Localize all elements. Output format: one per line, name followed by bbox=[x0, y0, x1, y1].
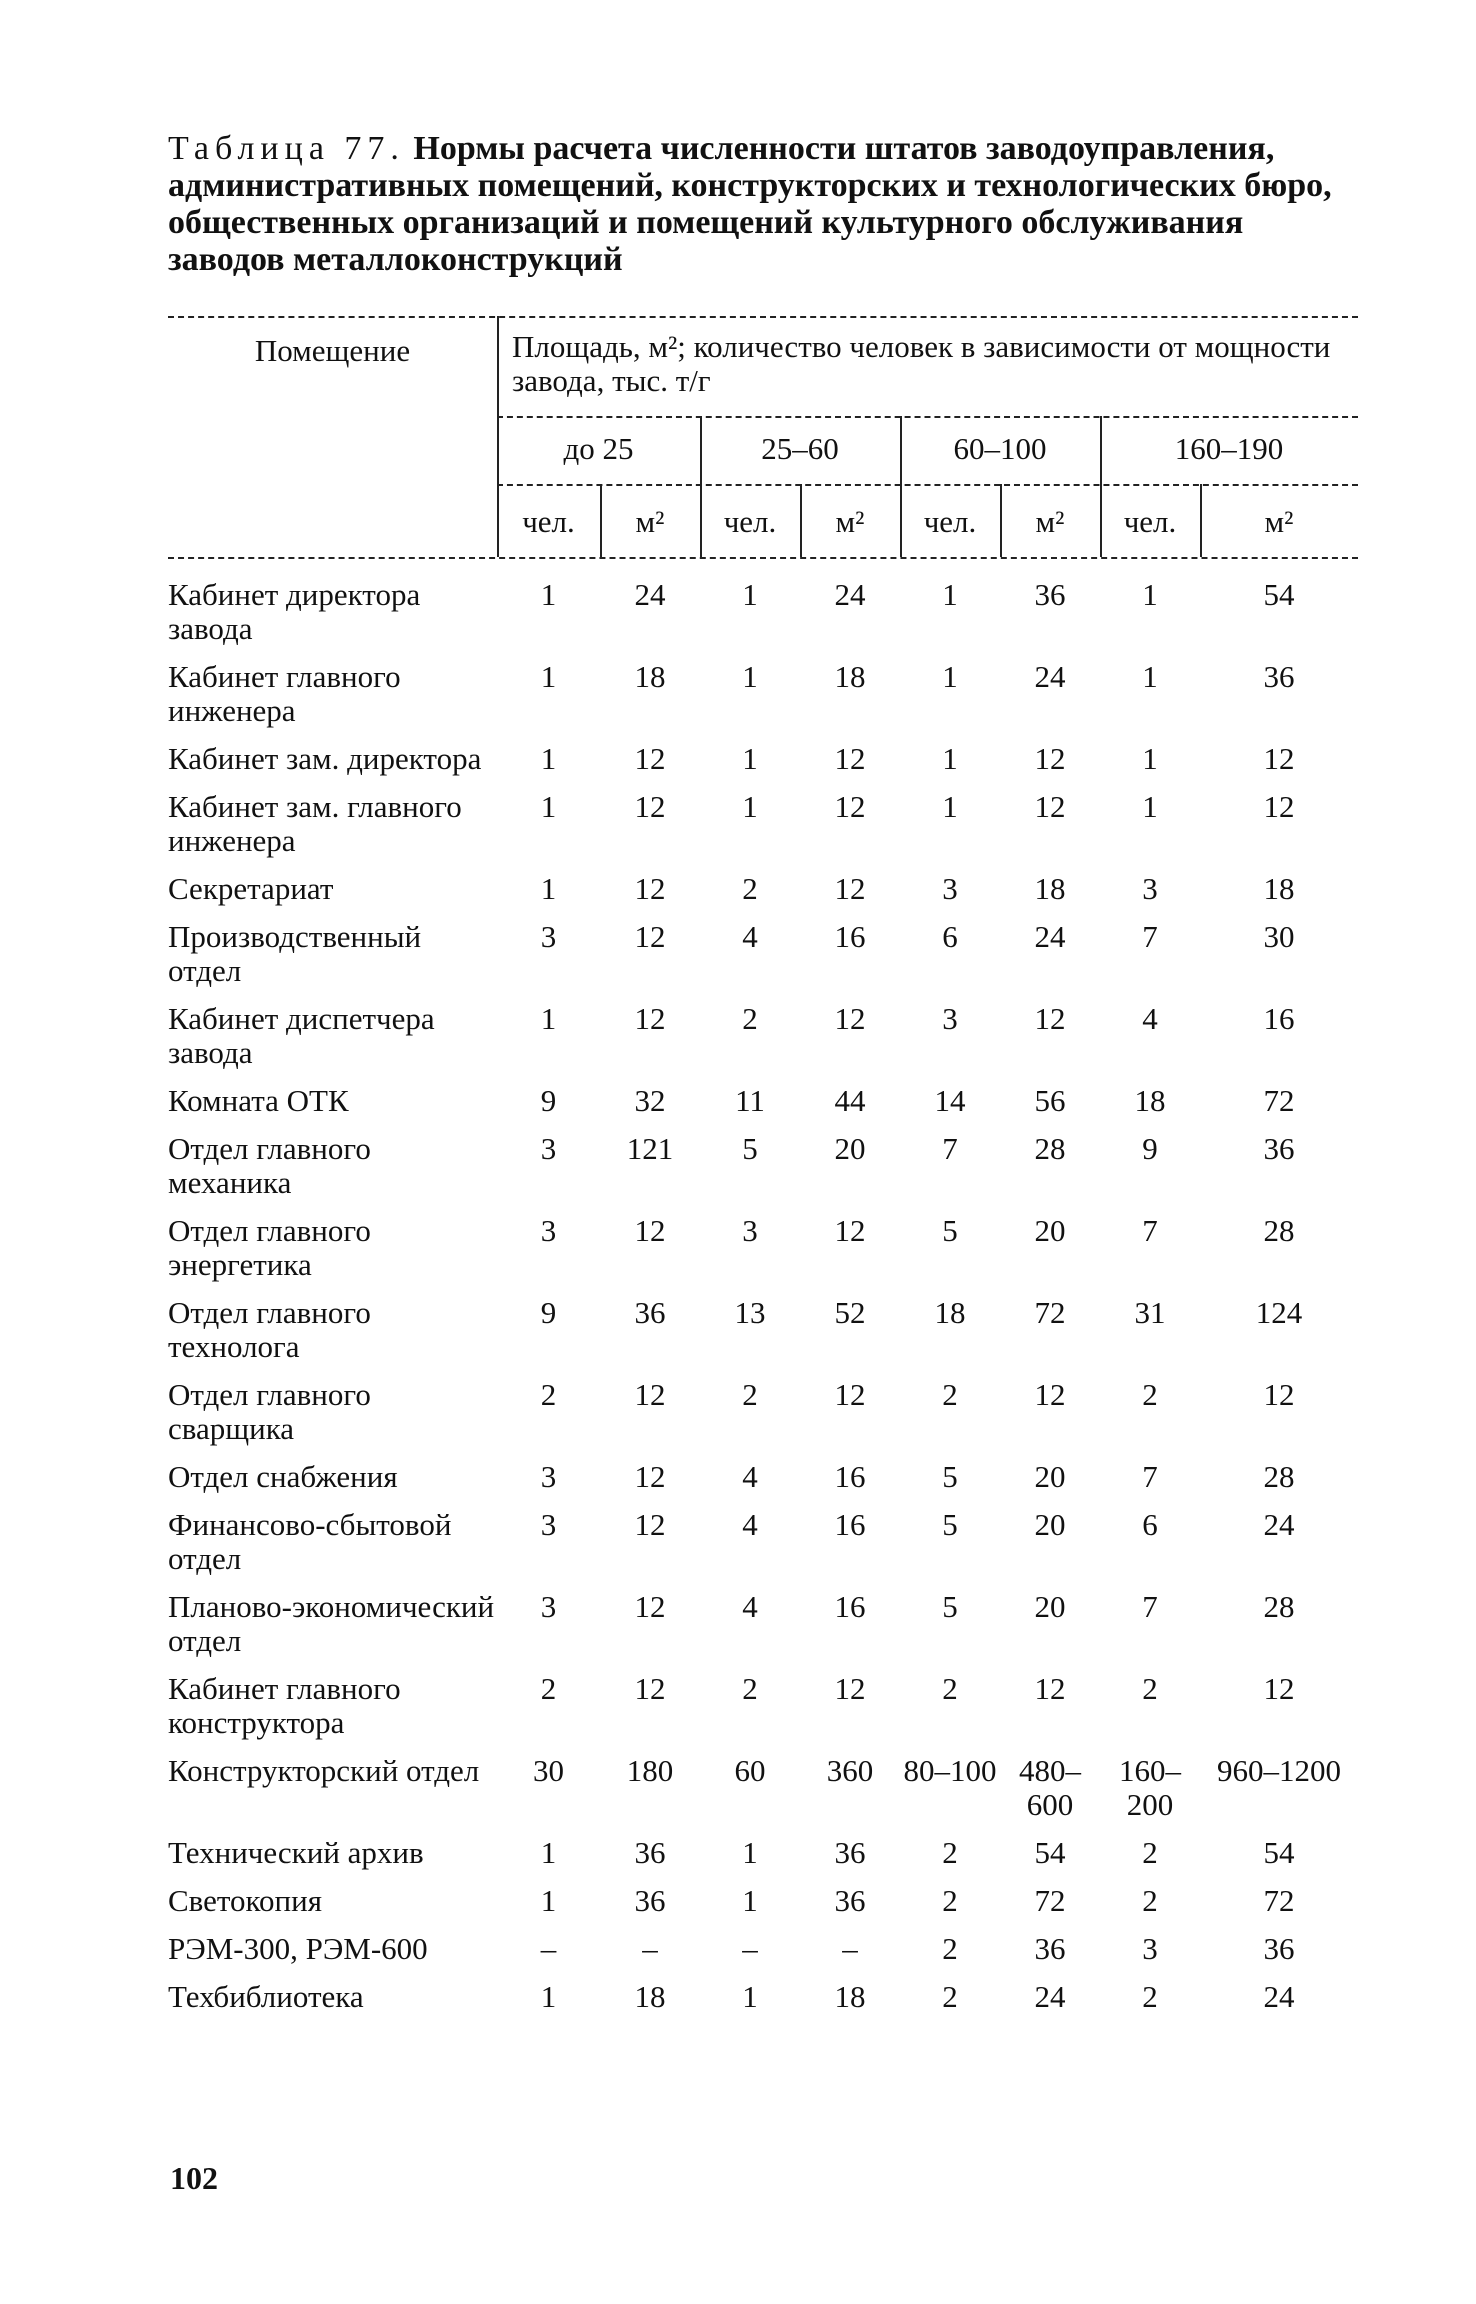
room-name: РЭМ-300, РЭМ-600 bbox=[168, 1931, 428, 1966]
area-cell: 12 bbox=[834, 1213, 866, 1248]
people-cell: 3 bbox=[540, 1131, 557, 1166]
area-cell: 12 bbox=[634, 871, 666, 906]
people-cell: 60 bbox=[734, 1753, 766, 1788]
area-cell: 28 bbox=[1263, 1213, 1295, 1248]
people-cell: 160–200 bbox=[1119, 1753, 1181, 1822]
people-cell: 1 bbox=[742, 1883, 758, 1918]
people-cell: 1 bbox=[540, 1883, 557, 1918]
people-cell: 2 bbox=[1142, 1671, 1158, 1706]
people-cell: 2 bbox=[742, 871, 758, 906]
table-row bbox=[168, 1132, 1358, 1214]
area-cell: 24 bbox=[1263, 1979, 1295, 2014]
people-cell: 6 bbox=[1142, 1507, 1158, 1542]
people-cell: 14 bbox=[934, 1083, 966, 1118]
caption-text: Нормы расчета численности штатов заводоуправления, административных помещений, конструкторских и технологических бюро, общественных организаций и помещений культурного обслуживания заводов металлоконструкций bbox=[168, 130, 1332, 278]
people-cell: 5 bbox=[942, 1589, 958, 1624]
table-row bbox=[168, 1084, 1358, 1132]
area-cell: 18 bbox=[834, 659, 866, 694]
area-cell: 28 bbox=[1034, 1131, 1066, 1166]
area-cell: 24 bbox=[834, 577, 866, 612]
people-cell: 7 bbox=[1142, 1213, 1158, 1248]
people-cell: 3 bbox=[942, 871, 958, 906]
people-cell: 1 bbox=[742, 577, 758, 612]
people-cell: 1 bbox=[540, 1835, 557, 1870]
people-cell: 13 bbox=[734, 1295, 766, 1330]
people-cell: 7 bbox=[1142, 1589, 1158, 1624]
people-cell: 11 bbox=[735, 1083, 765, 1118]
area-cell: 16 bbox=[834, 919, 866, 954]
area-cell: 16 bbox=[834, 1507, 866, 1542]
people-cell: 2 bbox=[942, 1931, 958, 1966]
area-cell: 12 bbox=[634, 1377, 666, 1412]
area-cell: 12 bbox=[634, 1459, 666, 1494]
table-row bbox=[168, 1754, 1358, 1836]
room-name: Отдел главного сварщика bbox=[168, 1377, 371, 1446]
people-cell: 18 bbox=[1134, 1083, 1166, 1118]
area-cell: 12 bbox=[634, 1671, 666, 1706]
header-people-1: чел. bbox=[522, 504, 575, 539]
area-cell: 12 bbox=[1263, 1671, 1295, 1706]
room-name: Производственный отдел bbox=[168, 919, 422, 988]
area-cell: 36 bbox=[634, 1883, 666, 1918]
area-cell: 36 bbox=[1263, 1931, 1295, 1966]
people-cell: 4 bbox=[742, 919, 758, 954]
header-area-3: м² bbox=[1035, 504, 1065, 539]
room-name: Планово-экономический отдел bbox=[168, 1589, 495, 1658]
people-cell: 1 bbox=[742, 1835, 758, 1870]
area-cell: 12 bbox=[634, 789, 666, 824]
people-cell: 9 bbox=[540, 1295, 557, 1330]
room-name: Кабинет зам. главного инженера bbox=[168, 789, 462, 858]
area-cell: 30 bbox=[1263, 919, 1295, 954]
table-row bbox=[168, 660, 1358, 742]
area-cell: 36 bbox=[834, 1835, 866, 1870]
header-area-4: м² bbox=[1264, 504, 1294, 539]
area-cell: 12 bbox=[1034, 1001, 1066, 1036]
people-cell: 1 bbox=[1142, 659, 1158, 694]
area-cell: 12 bbox=[834, 789, 866, 824]
table-row bbox=[168, 1460, 1358, 1508]
people-cell: 1 bbox=[1142, 577, 1158, 612]
table-row bbox=[168, 1508, 1358, 1590]
area-cell: 121 bbox=[626, 1131, 674, 1166]
table-row bbox=[168, 578, 1358, 660]
table-row bbox=[168, 1932, 1358, 1980]
area-cell: 24 bbox=[1034, 919, 1066, 954]
header-bottom-rule bbox=[168, 557, 1358, 559]
people-cell: 1 bbox=[742, 741, 758, 776]
table-row bbox=[168, 1296, 1358, 1378]
area-cell: 12 bbox=[1263, 741, 1295, 776]
area-cell: 52 bbox=[834, 1295, 866, 1330]
area-cell: 12 bbox=[1263, 1377, 1295, 1412]
area-cell: 20 bbox=[834, 1131, 866, 1166]
header-span-title: Площадь, м²; количество человек в зависимости от мощности завода, тыс. т/г bbox=[512, 329, 1331, 398]
area-cell: 12 bbox=[634, 1213, 666, 1248]
area-cell: 18 bbox=[1034, 871, 1066, 906]
area-cell: 12 bbox=[634, 1001, 666, 1036]
table-row bbox=[168, 1378, 1358, 1460]
people-cell: 1 bbox=[540, 871, 557, 906]
people-cell: 1 bbox=[942, 789, 958, 824]
room-name: Отдел главного энергетика bbox=[168, 1213, 371, 1282]
people-cell: 7 bbox=[1142, 919, 1158, 954]
room-name: Отдел снабжения bbox=[168, 1459, 398, 1494]
area-cell: 124 bbox=[1255, 1295, 1303, 1330]
people-cell: 1 bbox=[540, 659, 557, 694]
norms-table bbox=[168, 578, 1358, 2028]
area-cell: 360 bbox=[826, 1753, 874, 1788]
people-cell: 3 bbox=[742, 1213, 758, 1248]
area-cell: 20 bbox=[1034, 1507, 1066, 1542]
area-cell: 20 bbox=[1034, 1589, 1066, 1624]
table-row bbox=[168, 1002, 1358, 1084]
header-top-rule bbox=[168, 316, 1358, 318]
room-name: Кабинет главного конструктора bbox=[168, 1671, 401, 1740]
room-name: Кабинет зам. директора bbox=[168, 741, 482, 776]
people-cell: 2 bbox=[942, 1979, 958, 2014]
area-cell: 36 bbox=[634, 1835, 666, 1870]
area-cell: 480–600 bbox=[1019, 1753, 1081, 1822]
room-name: Отдел главного технолога bbox=[168, 1295, 371, 1364]
people-cell: 1 bbox=[1142, 789, 1158, 824]
people-cell: 2 bbox=[742, 1671, 758, 1706]
table-row bbox=[168, 1884, 1358, 1932]
table-row bbox=[168, 1214, 1358, 1296]
table-row bbox=[168, 872, 1358, 920]
area-cell: 12 bbox=[634, 1589, 666, 1624]
people-cell: 2 bbox=[942, 1377, 958, 1412]
people-cell: – bbox=[540, 1931, 557, 1966]
area-cell: – bbox=[842, 1931, 858, 1966]
people-cell: 1 bbox=[942, 577, 958, 612]
people-cell: 3 bbox=[540, 1459, 557, 1494]
area-cell: 12 bbox=[634, 741, 666, 776]
area-cell: 24 bbox=[1263, 1507, 1295, 1542]
header-group-3: 60–100 bbox=[953, 431, 1047, 466]
area-cell: 72 bbox=[1034, 1295, 1066, 1330]
people-cell: 1 bbox=[540, 1979, 557, 2014]
area-cell: 960–1200 bbox=[1217, 1753, 1341, 1788]
header-people-3: чел. bbox=[923, 504, 977, 539]
caption-lead: Таблица 77. bbox=[168, 130, 405, 167]
room-name: Техбиблиотека bbox=[168, 1979, 364, 2014]
area-cell: 12 bbox=[834, 1377, 866, 1412]
header-room: Помещение bbox=[254, 333, 411, 368]
room-name: Технический архив bbox=[168, 1835, 424, 1870]
area-cell: 12 bbox=[634, 919, 666, 954]
people-cell: 80–100 bbox=[903, 1753, 997, 1788]
people-cell: 2 bbox=[1142, 1883, 1158, 1918]
area-cell: 180 bbox=[626, 1753, 674, 1788]
area-cell: 54 bbox=[1263, 577, 1295, 612]
room-name: Кабинет главного инженера bbox=[168, 659, 401, 728]
header-area-1: м² bbox=[635, 504, 665, 539]
area-cell: 24 bbox=[1034, 1979, 1066, 2014]
area-cell: 12 bbox=[834, 1671, 866, 1706]
header-people-4: чел. bbox=[1123, 504, 1177, 539]
people-cell: 2 bbox=[540, 1377, 557, 1412]
table-row bbox=[168, 1590, 1358, 1672]
people-cell: 6 bbox=[942, 919, 958, 954]
area-cell: 20 bbox=[1034, 1213, 1066, 1248]
people-cell: 1 bbox=[742, 659, 758, 694]
people-cell: 2 bbox=[540, 1671, 557, 1706]
area-cell: 12 bbox=[1263, 789, 1295, 824]
header-group-4: 160–190 bbox=[1174, 431, 1284, 466]
area-cell: 44 bbox=[834, 1083, 866, 1118]
area-cell: 56 bbox=[1034, 1083, 1066, 1118]
table-row bbox=[168, 1980, 1358, 2028]
people-cell: 5 bbox=[942, 1507, 958, 1542]
area-cell: 18 bbox=[634, 659, 666, 694]
people-cell: 3 bbox=[1142, 871, 1158, 906]
room-name: Конструкторский отдел bbox=[168, 1753, 480, 1788]
people-cell: 18 bbox=[934, 1295, 966, 1330]
people-cell: 1 bbox=[742, 789, 758, 824]
people-cell: 1 bbox=[540, 741, 557, 776]
people-cell: 3 bbox=[540, 1507, 557, 1542]
header-group-2: 25–60 bbox=[761, 431, 839, 466]
people-cell: 5 bbox=[942, 1213, 958, 1248]
room-name: Кабинет диспетчера завода bbox=[168, 1001, 435, 1070]
area-cell: 36 bbox=[1263, 1131, 1295, 1166]
area-cell: 16 bbox=[1263, 1001, 1295, 1036]
people-cell: 1 bbox=[540, 577, 557, 612]
area-cell: 28 bbox=[1263, 1459, 1295, 1494]
table-caption bbox=[168, 130, 1348, 278]
people-cell: 4 bbox=[742, 1459, 758, 1494]
area-cell: 72 bbox=[1034, 1883, 1066, 1918]
area-cell: 18 bbox=[634, 1979, 666, 2014]
people-cell: 2 bbox=[1142, 1979, 1158, 2014]
area-cell: 32 bbox=[634, 1083, 666, 1118]
people-cell: 3 bbox=[1142, 1931, 1158, 1966]
area-cell: 12 bbox=[1034, 1377, 1066, 1412]
table-row bbox=[168, 742, 1358, 790]
room-name: Комната ОТК bbox=[168, 1083, 349, 1118]
people-cell: 3 bbox=[942, 1001, 958, 1036]
area-cell: 12 bbox=[1034, 789, 1066, 824]
people-cell: 3 bbox=[540, 1589, 557, 1624]
people-cell: 1 bbox=[742, 1979, 758, 2014]
people-cell: 1 bbox=[540, 789, 557, 824]
people-cell: 2 bbox=[1142, 1835, 1158, 1870]
people-cell: 5 bbox=[942, 1459, 958, 1494]
people-cell: 7 bbox=[942, 1131, 958, 1166]
area-cell: 12 bbox=[834, 1001, 866, 1036]
area-cell: – bbox=[642, 1931, 658, 1966]
header-people-2: чел. bbox=[723, 504, 777, 539]
header-group-rule bbox=[497, 416, 1358, 418]
area-cell: 18 bbox=[1263, 871, 1295, 906]
area-cell: 20 bbox=[1034, 1459, 1066, 1494]
people-cell: – bbox=[742, 1931, 758, 1966]
area-cell: 28 bbox=[1263, 1589, 1295, 1624]
room-name: Секретариат bbox=[168, 871, 334, 906]
area-cell: 12 bbox=[834, 871, 866, 906]
header-sub-rule bbox=[497, 484, 1358, 486]
table-row bbox=[168, 790, 1358, 872]
people-cell: 4 bbox=[1142, 1001, 1158, 1036]
area-cell: 36 bbox=[1263, 659, 1295, 694]
area-cell: 36 bbox=[1034, 1931, 1066, 1966]
people-cell: 2 bbox=[942, 1671, 958, 1706]
area-cell: 54 bbox=[1263, 1835, 1295, 1870]
area-cell: 24 bbox=[1034, 659, 1066, 694]
table-row bbox=[168, 920, 1358, 1002]
room-name: Светокопия bbox=[168, 1883, 322, 1918]
people-cell: 1 bbox=[1142, 741, 1158, 776]
people-cell: 1 bbox=[540, 1001, 557, 1036]
table-row bbox=[168, 1672, 1358, 1754]
header-area-2: м² bbox=[835, 504, 865, 539]
people-cell: 2 bbox=[742, 1377, 758, 1412]
people-cell: 4 bbox=[742, 1507, 758, 1542]
area-cell: 16 bbox=[834, 1589, 866, 1624]
area-cell: 12 bbox=[1034, 1671, 1066, 1706]
people-cell: 2 bbox=[742, 1001, 758, 1036]
area-cell: 12 bbox=[634, 1507, 666, 1542]
table-row bbox=[168, 1836, 1358, 1884]
room-name: Финансово-сбытовой отдел bbox=[168, 1507, 452, 1576]
area-cell: 36 bbox=[1034, 577, 1066, 612]
area-cell: 18 bbox=[834, 1979, 866, 2014]
people-cell: 4 bbox=[742, 1589, 758, 1624]
area-cell: 72 bbox=[1263, 1083, 1295, 1118]
people-cell: 30 bbox=[533, 1753, 564, 1788]
page-number: 102 bbox=[170, 2160, 218, 2196]
people-cell: 2 bbox=[942, 1883, 958, 1918]
people-cell: 2 bbox=[1142, 1377, 1158, 1412]
area-cell: 36 bbox=[634, 1295, 666, 1330]
people-cell: 7 bbox=[1142, 1459, 1158, 1494]
area-cell: 12 bbox=[834, 741, 866, 776]
people-cell: 5 bbox=[742, 1131, 758, 1166]
people-cell: 2 bbox=[942, 1835, 958, 1870]
room-name: Отдел главного механика bbox=[168, 1131, 371, 1200]
people-cell: 1 bbox=[942, 741, 958, 776]
header-group-1: до 25 bbox=[563, 431, 634, 466]
area-cell: 36 bbox=[834, 1883, 866, 1918]
people-cell: 9 bbox=[1142, 1131, 1158, 1166]
area-cell: 24 bbox=[634, 577, 666, 612]
people-cell: 1 bbox=[942, 659, 958, 694]
people-cell: 31 bbox=[1134, 1295, 1166, 1330]
room-name: Кабинет директора завода bbox=[168, 577, 421, 646]
area-cell: 72 bbox=[1263, 1883, 1295, 1918]
area-cell: 54 bbox=[1034, 1835, 1066, 1870]
people-cell: 3 bbox=[540, 919, 557, 954]
area-cell: 12 bbox=[1034, 741, 1066, 776]
area-cell: 16 bbox=[834, 1459, 866, 1494]
people-cell: 3 bbox=[540, 1213, 557, 1248]
people-cell: 9 bbox=[540, 1083, 557, 1118]
